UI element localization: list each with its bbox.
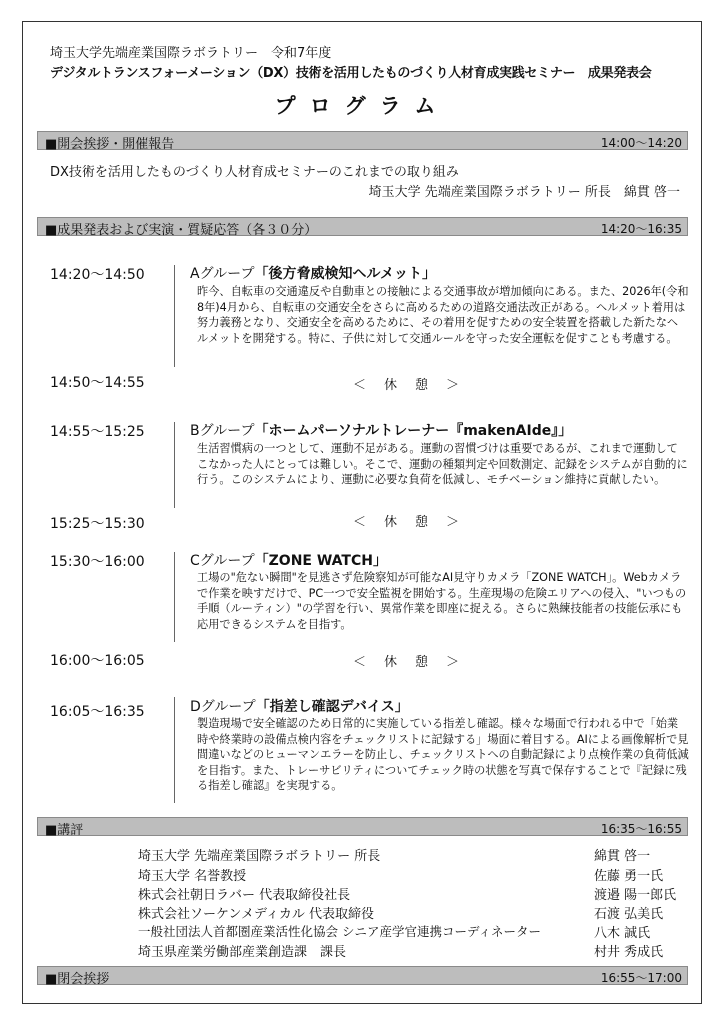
break-close-bracket: ＞ [446,655,460,670]
break-open-bracket: ＜ [352,378,366,393]
group-b-time: 14:55～15:25 [50,424,145,440]
reviewer-affiliation: 株式会社朝日ラバー 代表取締役社長 [138,888,351,903]
reviewer-affiliation: 株式会社ソーケンメディカル 代表取締役 [138,907,375,922]
break-close-bracket: ＞ [446,378,460,393]
reviewer-name: 八木 誠氏 [594,926,651,941]
group-c-title: 「ZONE WATCH」 [254,553,387,569]
group-a-title: 「後方脅威検知ヘルメット」 [254,266,437,282]
section-time: 14:00～14:20 [600,136,682,150]
group-b-label: Bグループ [190,423,255,439]
break-2-label [0,511,724,530]
group-c-heading [190,550,387,570]
group-b-title: 「ホームパーソナルトレーナー『makenAIde』」 [254,423,573,439]
organizer-line: 埼玉大学先端産業国際ラボラトリー 令和7年度 [50,46,332,61]
reviewer-affiliation: 埼玉大学 先端産業国際ラボラトリー 所長 [138,849,381,864]
group-d-label: Dグループ [190,699,256,715]
group-a-description: 昨今、自転車の交通違反や自動車との接触による交通事故が増加傾向にある。また、2026年(令和8年)4月から、自転車の交通安全をさらに高めるための道路交通法改正がある。ヘルメット着用は努力義務となり、交通安全を高めるために、その着用を促すための安全装置を搭載した新たなヘルメットを開発する。特に、子供に対して交通ルールを守った安全運転を促すことも考慮する。 [197,285,689,345]
break-char-kei: 憩 [415,655,429,670]
break-3-time: 16:00～16:05 [50,653,145,669]
section-label: ■閉会挨拶 [45,972,110,987]
reviewer-affiliation: 一般社団法人首都圏産業活性化協会 シニア産学官連携コーディネーター [138,924,541,939]
timeline-divider [174,552,175,642]
program-title: プログラム [274,94,450,118]
break-1-label [0,374,724,393]
timeline-divider [174,422,175,508]
reviewer-name: 渡邉 陽一郎氏 [594,888,677,903]
break-char-kei: 憩 [415,515,429,530]
section-label: ■講評 [45,823,84,838]
timeline-divider [174,265,175,367]
reviewer-affiliation: 埼玉大学 名誉教授 [138,869,247,884]
group-a-label: Aグループ [190,266,255,282]
break-open-bracket: ＜ [352,655,366,670]
timeline-divider [174,697,175,803]
reviewer-affiliation: 埼玉県産業労働部産業創造課 課長 [138,945,347,960]
group-d-heading [190,696,409,716]
group-a-heading [190,263,436,283]
seminar-title: デジタルトランスフォーメーション（DX）技術を活用したものづくり人材育成実践セミナー 成果発表会 [50,66,652,81]
group-c-time: 15:30～16:00 [50,554,145,570]
group-d-title: 「指差し確認デバイス」 [255,699,409,715]
section-time: 14:20～16:35 [600,222,682,236]
group-b-heading [190,420,572,440]
reviewer-name: 村井 秀成氏 [594,945,664,960]
group-d-description: 製造現場で安全確認のため日常的に実施している指差し確認。様々な場面で行われる中で「始業時や終業時の設備点検内容をチェックリストに記録する」場面に着目する。AIによる画像解析で見間違いなどのヒューマンエラーを防止し、チェックリストへの自動記録により点検作業の負荷低減を目指す。また、トレーサビリティについてチェック時の状態を写真で保存することで『記録に残る指差し確認』を実現する。 [197,717,689,792]
group-a-time: 14:20～14:50 [50,267,145,283]
section-time: 16:35～16:55 [600,822,682,836]
section-label: ■成果発表および実演・質疑応答（各３０分） [45,223,318,238]
break-char-kyu: 休 [383,378,397,393]
opening-topic: DX技術を活用したものづくり人材育成セミナーのこれまでの取り組み [50,165,459,180]
section-time: 16:55～17:00 [600,971,682,985]
group-d-time: 16:05～16:35 [50,704,145,720]
group-c-description: 工場の"危ない瞬間"を見逃さず危険察知が可能なAI見守りカメラ「ZONE WATCH」。Webカメラで作業を映すだけで、PC一つで安全監視を開始する。生産現場の危険エリアへの侵入、"いつもの手順（ルーティン）"の学習を行い、異常作業を即座に捉える。さらに熟練技能者の技能伝承にも応用できるシステムを目指す。 [197,571,687,631]
group-c-label: Cグループ [190,553,255,569]
section-bar-presentations [37,217,688,236]
section-bar-review [37,817,688,836]
break-close-bracket: ＞ [446,515,460,530]
break-char-kei: 憩 [415,378,429,393]
opening-speaker: 埼玉大学 先端産業国際ラボラトリー 所長 綿貫 啓一 [368,185,680,200]
break-3-label [0,651,724,670]
reviewer-name: 佐藤 勇一氏 [594,869,664,884]
break-2-time: 15:25～15:30 [50,516,145,532]
group-b-description: 生活習慣病の一つとして、運動不足がある。運動の習慣づけは重要であるが、これまで運動してこなかった人にとっては難しい。そこで、運動の種類判定や回数測定、記録をシステムが自動的に行う。このシステムにより、運動に必要な負荷を低減し、モチベーション維持に貢献したい。 [197,442,688,486]
section-bar-closing [37,966,688,985]
section-bar-opening [37,131,688,150]
reviewer-name: 綿貫 啓一 [594,849,651,864]
reviewer-name: 石渡 弘美氏 [594,907,664,922]
section-label: ■開会挨拶・開催報告 [45,137,175,152]
break-open-bracket: ＜ [352,515,366,530]
break-char-kyu: 休 [383,655,397,670]
break-1-time: 14:50～14:55 [50,375,145,391]
break-char-kyu: 休 [383,515,397,530]
